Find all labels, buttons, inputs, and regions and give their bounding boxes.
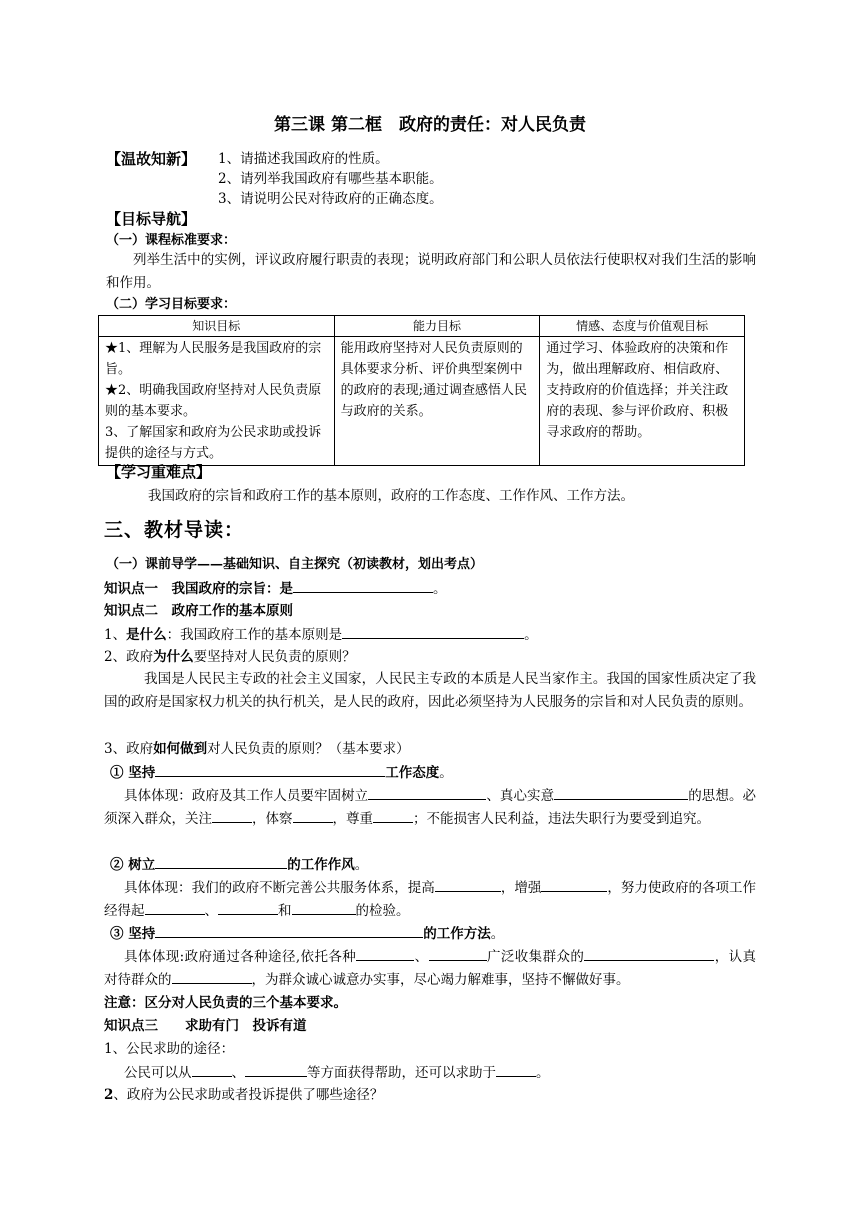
header-knowledge: 知识目标 bbox=[99, 316, 335, 337]
goals-nav-label: 【目标导航】 bbox=[106, 210, 197, 228]
q3-bold: 如何做到 bbox=[153, 741, 208, 757]
blank-r1-3[interactable] bbox=[212, 808, 252, 823]
knowledge-goal-2: ★2、明确我国政府坚持对人民负责原则的基本要求。 bbox=[105, 383, 322, 419]
review-item-2: 2、请列举我国政府有哪些基本职能。 bbox=[218, 171, 443, 187]
q3-pre: 3、政府 bbox=[104, 741, 154, 757]
req3-detail-d: ， bbox=[714, 949, 729, 965]
req3-post: 的工作方法 bbox=[423, 926, 491, 942]
req3-line bbox=[110, 923, 504, 944]
kp2-label: 知识点二 政府工作的基本原则 bbox=[104, 603, 293, 619]
help-q1-detail bbox=[124, 1062, 550, 1083]
blank-r2-4[interactable] bbox=[218, 900, 278, 915]
req1-detail-f: ；不能损害人民利益，违法失职行为要受到追究。 bbox=[413, 811, 710, 827]
blank-r1-2[interactable] bbox=[554, 785, 688, 800]
q2-pre: 2、政府 bbox=[104, 649, 154, 665]
req1-detail-c: 的思想。必须深入群众，关注 bbox=[104, 788, 757, 827]
standard-text: 列举生活中的实例，评议政府履行职责的表现；说明政府部门和公职人员依法行使职权对我们生活的影响和作用。 bbox=[106, 252, 756, 291]
req2-detail-c: ，努力使政府的各项工作经得起 bbox=[104, 880, 757, 919]
q1-num: 1、 bbox=[104, 627, 127, 643]
section3-sub1: （一）课前导学——基础知识、自主探究（初读教材，划出考点） bbox=[106, 557, 484, 572]
req3-detail-a: 具体体现:政府通过各种途径,依托各种 bbox=[124, 949, 357, 965]
help-detail-d: 。 bbox=[536, 1065, 550, 1081]
q3-line bbox=[104, 739, 410, 759]
blank-purpose[interactable] bbox=[293, 578, 433, 593]
blank-h1-1[interactable] bbox=[192, 1062, 232, 1077]
blank-r1-5[interactable] bbox=[373, 808, 413, 823]
req2-detail-b: ，增强 bbox=[500, 880, 542, 896]
learning-heading: （二）学习目标要求： bbox=[106, 297, 237, 312]
q2-bold: 为什么 bbox=[153, 649, 194, 665]
blank-r3-4[interactable] bbox=[172, 969, 252, 984]
req3-detail bbox=[104, 946, 756, 992]
req3-detail-b: 、 bbox=[414, 949, 429, 965]
note-text: 注意：区分对人民负责的三个基本要求。 bbox=[104, 995, 347, 1011]
header-ability: 能力目标 bbox=[334, 316, 540, 337]
help-q2 bbox=[104, 1085, 383, 1105]
q2-rest: 要坚持对人民负责的原则？ bbox=[193, 649, 356, 665]
q2-answer: 我国是人民民主专政的社会主义国家，人民民主专政的本质是人民当家作主。我国的国家性质决定了我国的政府是国家权力机关的执行机关，是人民的政府，因此必须坚持为人民服务的宗旨和对人民负责的原则。 bbox=[104, 671, 756, 710]
standard-heading: （一）课程标准要求： bbox=[106, 233, 237, 248]
req1-detail bbox=[104, 785, 756, 831]
q1-line bbox=[104, 624, 538, 645]
emotion-goal: 通过学习、体验政府的决策和作为，做出理解政府、相信政府、支持政府的价值选择；并关注政府的表现、参与评价政府、积极寻求政府的帮助。 bbox=[540, 337, 745, 466]
req2-end: 。 bbox=[354, 857, 369, 873]
q1-rest: ：我国政府工作的基本原则是 bbox=[166, 627, 343, 643]
blank-r1-1[interactable] bbox=[368, 785, 486, 800]
q1-bold: 是什么 bbox=[126, 627, 167, 643]
blank-principle[interactable] bbox=[342, 624, 524, 639]
help-detail-b: 、 bbox=[231, 1065, 245, 1081]
blank-r1-4[interactable] bbox=[293, 808, 333, 823]
req2-detail-a: 具体体现：我们的政府不断完善公共服务体系，提高 bbox=[124, 880, 435, 896]
kp1-end: 。 bbox=[433, 581, 447, 597]
header-emotion: 情感、态度与价值观目标 bbox=[540, 316, 745, 337]
blank-r2-1[interactable] bbox=[435, 877, 501, 892]
knowledge-goal-1: ★1、理解为人民服务是我国政府的宗旨。 bbox=[105, 341, 322, 377]
q2-line bbox=[104, 647, 356, 667]
req2-pre: ② 树立 bbox=[110, 857, 156, 873]
req2-line bbox=[110, 854, 368, 875]
req2-post: 的工作作风 bbox=[287, 857, 355, 873]
review-item-1: 1、请描述我国政府的性质。 bbox=[218, 151, 389, 167]
req1-detail-d: ，体察 bbox=[252, 811, 293, 827]
req3-pre: ③ 坚持 bbox=[110, 926, 156, 942]
req1-line bbox=[110, 762, 453, 783]
knowledge-goals bbox=[99, 337, 335, 466]
help-detail-a: 公民可以从 bbox=[124, 1065, 192, 1081]
req1-detail-b: 、真心实意 bbox=[486, 788, 555, 804]
blank-method[interactable] bbox=[155, 923, 423, 938]
req3-end: 。 bbox=[490, 926, 505, 942]
blank-r2-5[interactable] bbox=[292, 900, 356, 915]
kp1-line bbox=[104, 578, 447, 599]
kp3-label: 知识点三 求助有门 投诉有道 bbox=[104, 1018, 307, 1034]
blank-r3-1[interactable] bbox=[356, 946, 414, 961]
blank-r2-2[interactable] bbox=[541, 877, 607, 892]
blank-r2-3[interactable] bbox=[145, 900, 205, 915]
key-points-text: 我国政府的宗旨和政府工作的基本原则，政府的工作态度、工作作风、工作方法。 bbox=[148, 488, 634, 504]
req2-detail bbox=[104, 877, 756, 923]
blank-attitude[interactable] bbox=[155, 762, 385, 777]
key-points-label: 【学习重难点】 bbox=[106, 463, 212, 481]
kp1-label: 知识点一 我国政府的宗旨：是 bbox=[104, 581, 293, 597]
review-label: 【温故知新】 bbox=[106, 150, 197, 168]
req3-detail-f: ，为群众诚心诚意办实事，尽心竭力解难事，坚持不懈做好事。 bbox=[251, 972, 630, 988]
req1-end: 。 bbox=[439, 765, 453, 781]
help-q2-num: 2 bbox=[104, 1087, 114, 1103]
blank-h1-3[interactable] bbox=[496, 1062, 536, 1077]
req1-detail-a: 具体体现：政府及其工作人员要牢固树立 bbox=[124, 788, 369, 804]
req2-detail-d: 、 bbox=[204, 903, 218, 919]
req1-detail-e: ，尊重 bbox=[332, 811, 373, 827]
req2-detail-f: 的检验。 bbox=[355, 903, 410, 919]
help-detail-c: 等方面获得帮助，还可以求助于 bbox=[307, 1065, 496, 1081]
knowledge-goal-3: 3、了解国家和政府为公民求助或投诉提供的途径与方式。 bbox=[105, 425, 322, 461]
blank-style[interactable] bbox=[155, 854, 287, 869]
help-q1: 1、公民求助的途径： bbox=[104, 1041, 235, 1057]
req2-detail-e: 和 bbox=[278, 903, 292, 919]
blank-r3-3[interactable] bbox=[584, 946, 714, 961]
page-title: 第三课 第二框 政府的责任：对人民负责 bbox=[274, 115, 586, 135]
req3-detail-e: 认真对待群众的 bbox=[104, 949, 757, 988]
q3-rest: 对人民负责的原则？（基本要求） bbox=[207, 741, 410, 757]
q1-end: 。 bbox=[524, 627, 538, 643]
req3-detail-c: 广泛收集群众的 bbox=[486, 949, 585, 965]
review-item-3: 3、请说明公民对待政府的正确态度。 bbox=[218, 191, 443, 207]
goal-table bbox=[98, 315, 745, 466]
req1-post: 工作态度 bbox=[385, 765, 440, 781]
blank-r3-2[interactable] bbox=[429, 946, 487, 961]
req1-pre: ① 坚持 bbox=[110, 765, 156, 781]
blank-h1-2[interactable] bbox=[245, 1062, 307, 1077]
ability-goal: 能用政府坚持对人民负责原则的具体要求分析、评价典型案例中的政府的表现;通过调查感悟人民与政府的关系。 bbox=[334, 337, 540, 466]
section3-heading: 三、教材导读： bbox=[104, 519, 245, 541]
help-q2-rest: 、政府为公民求助或者投诉提供了哪些途径？ bbox=[113, 1087, 384, 1103]
